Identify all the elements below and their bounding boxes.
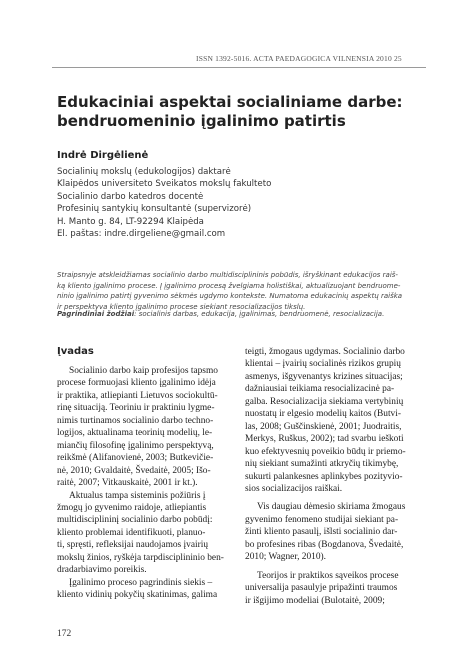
affiliation-email-line[interactable]: El. paštas: indre.dirgeliene@gmail.com [57,229,226,240]
body-line: kliento vidinių pokyčių skatinimas, galima [57,590,218,601]
body-line: Merkys, Ruškus, 2002); tad svarbu ieškoti [245,434,404,445]
body-line: dradarbiavimo poreikis. [57,565,147,576]
title-line: Edukaciniai aspektai socialiniame darbe: [57,93,403,111]
body-line: miančių filosofinę įgalinimo perspektyvą, [57,440,214,451]
body-line: ti, spręsti, refleksijai naudojamos įvairių [57,540,209,551]
affiliation-line: Profesinių santykių konsultantė (supervizorė) [57,204,252,215]
body-line: Vis daugiau dėmesio skiriama žmogaus [257,502,406,513]
affiliation-line: Socialinio darbo katedros docentė [57,191,204,202]
keywords-label: Pagrindiniai žodžiai [57,310,135,318]
left-column [57,365,239,602]
abstract-line: ninio įgalinimo patirtį gyvenimo sėkmės ugdymo kontekste. Numatoma edukacinių aspektų raiška [57,292,403,301]
header-rule [52,67,426,68]
body-line: žinti kliento pasaulį, išlsti socialinio dar- [245,527,398,538]
author-affiliation [57,166,271,240]
section-heading: Įvadas [57,346,94,357]
body-line: mokslų žinios, ryškėja tarpdisciplininio ben- [57,552,224,563]
body-line: 2010; Wagner, 2010). [245,552,326,563]
body-line: žmogų jo gyvenimo raidoje, atliepiantis [57,502,207,513]
abstract [57,270,422,312]
abstract-line: ką kliento įgalinimo procese. Į įgalinimo procesą žvelgiama holistiškai, aktualizuojant bendruome- [57,281,401,290]
body-line: procese formuojasi kliento įgalinimo idėja [57,378,216,389]
body-line: Teorijos ir praktikos sąveikos procese [257,570,399,581]
page-number: 172 [57,629,72,639]
running-header: ISSN 1392-5016. ACTA PAEDAGOGICA VILNENSIA 2010 25 [196,54,402,63]
body-line: gyvenimo fenomeno studijai siekiant pa- [245,514,399,525]
body-line: ir praktika, atliepianti Lietuvos sociokultū- [57,390,218,401]
body-line: logijos, aktualinama teorinių modelių, le- [57,428,213,439]
article-title [57,93,417,131]
author-name: Indrė Dirgėlienė [57,150,149,161]
body-line: klientai – įvairių socialinės rizikos grupių [245,359,401,370]
body-line: dažniausiai teikiama resocializacinė pa- [245,384,395,395]
body-line: Socialinio darbo kaip profesijos tapsmo [69,366,218,376]
abstract-line: ir perspektyva kliento įgalinimo procese siekiant resocializacijos tikslų. [57,302,306,311]
right-column [245,346,423,607]
affiliation-line: Klaipėdos universiteto Sveikatos mokslų fakulteto [57,179,272,190]
body-line: sukurti palankesnes aplinkybes pozityvio- [245,471,403,482]
body-line: ir išgijimo modeliai (Bulotaitė, 2009; [245,595,385,606]
body-line: multidisciplininį socialinio darbo pobūdį: [57,515,213,526]
body-line: kliento problemai identifikuoti, planuo- [57,527,206,538]
keywords [57,309,422,320]
body-line: nuostatų ir elgesio modelių kaitos (Butvi- [245,409,401,420]
affiliation-line: H. Manto g. 84, LT-92294 Klaipėda [57,216,204,227]
keywords-text: : socialinis darbas, edukacija, įgalinimas, bendruomenė, resocializacija. [134,310,385,318]
body-line: raitė, 2007; Vitkauskaitė, 2001 ir kt.). [57,478,198,489]
body-line: reikšmė (Alifanovienė, 2003; Butkevičie- [57,453,214,464]
body-line: universalija pasaulyje pripažinti traumos [245,583,398,594]
body-line: galba. Resocializacija siekiama vertybinių [245,396,404,407]
affiliation-line: Socialinių mokslų (edukologijos) daktarė [57,167,231,177]
body-line: nė, 2010; Gvaldaitė, Švedaitė, 2005; Išo- [57,465,211,476]
body-line: nių siekiant sumažinti atkryčių tikimybę, [245,459,399,470]
body-line: kuo efektyvesnių poveikio būdų ir priemo- [245,446,406,457]
body-line: nimis turtinamos socialinio darbo techno- [57,415,214,426]
body-line: Aktualus tampa sisteminis požiūris į [69,490,206,501]
body-line: las, 2008; Guščinskienė, 2001; Juodraitis, [245,421,402,432]
body-line: teigti, žmogaus ugdymas. Socialinio darbo [245,347,405,357]
title-line: bendruomeninio įgalinimo patirtis [57,112,346,130]
body-line: bo profesines ribas (Bogdanova, Švedaitė, [245,539,404,550]
body-line: Įgalinimo proceso pagrindinis siekis – [69,577,213,588]
abstract-line: Straipsnyje atskleidžiamas socialinio darbo multidisciplininis pobūdis, išryškinant edukacijos raiš- [57,271,398,279]
body-line: sios socializacijos raiškai. [245,483,343,494]
body-line: rinę situaciją. Teoriniu ir praktiniu lygme- [57,403,215,414]
body-line: asmenys, išgyvenantys krizines situacijas; [245,371,403,382]
